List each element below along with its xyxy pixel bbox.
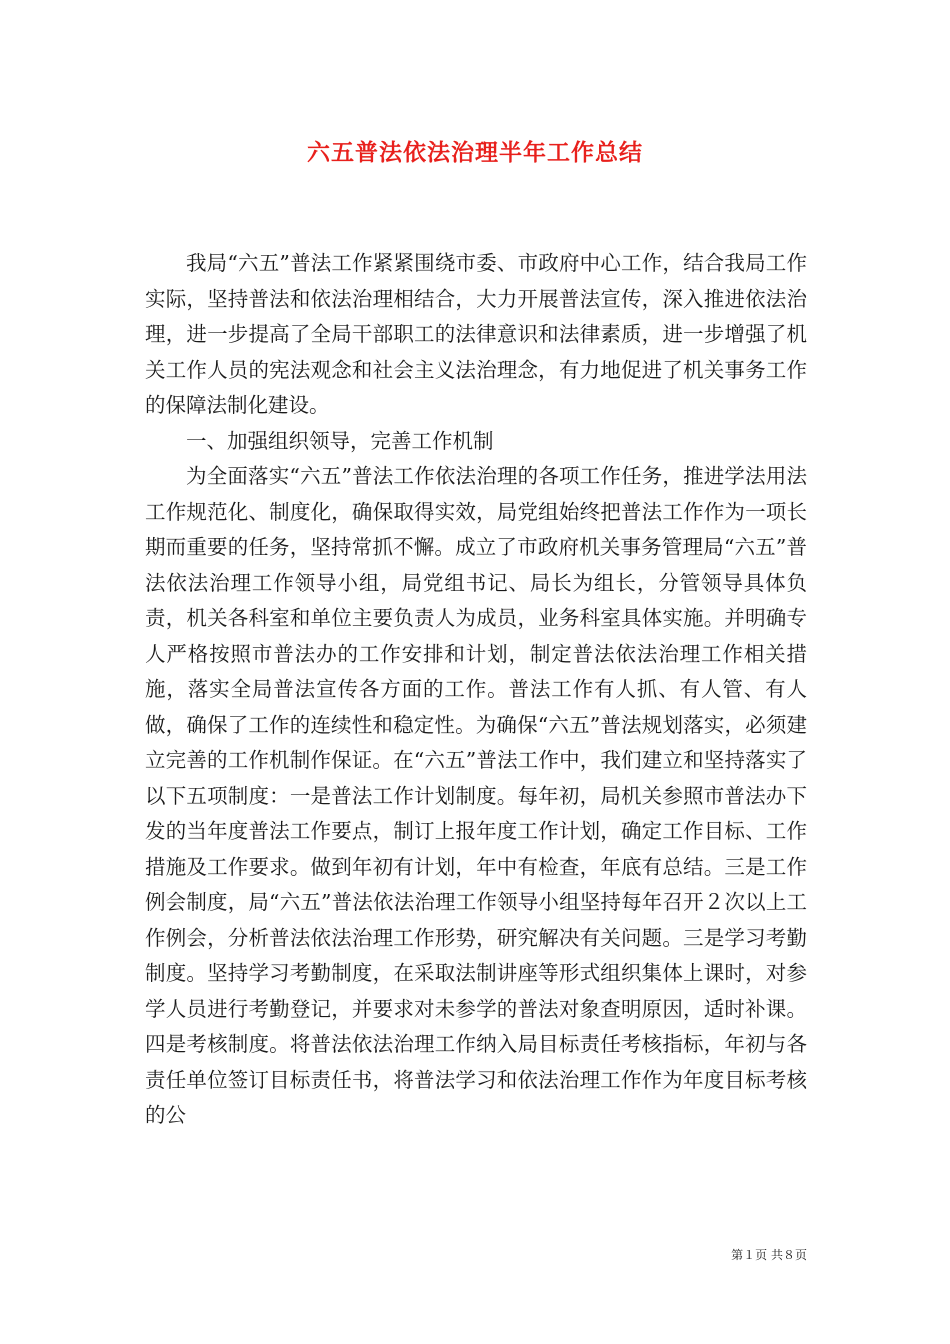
section-heading: 一、加强组织领导，完善工作机制 — [186, 428, 494, 453]
document-body — [145, 246, 807, 1134]
document-title: 六五普法依法治理半年工作总结 — [307, 139, 643, 166]
page-number: 第１页 共８页 — [731, 1248, 807, 1262]
paragraph-section-1: 为全面落实“六五”普法工作依法治理的各项工作任务，推进学法用法工作规范化、制度化，确保取得实效，局党组始终把普法工作作为一项长期而重要的任务，坚持常抓不懈。成立了市政府机关事务管理局“六五”普法依法治理工作领导小组，局党组书记、局长为组长，分管领导具体负责，机关各科室和单位主要负责人为成员，业务科室具体实施。并明确专人严格按照市普法办的工作安排和计划，制定普法依法治理工作相关措施，落实全局普法宣传各方面的工作。普法工作有人抓、有人管、有人做，确保了工作的连续性和稳定性。为确保“六五”普法规划落实，必须建立完善的工作机制作保证。在“六五”普法工作中，我们建立和坚持落实了以下五项制度：一是普法工作计划制度。每年初，局机关参照市普法办下发的当年度普法工作要点，制订上报年度工作计划，确定工作目标、工作措施及工作要求。做到年初有计划，年中有检查，年底有总结。三是工作例会制度，局“六五”普法依法治理工作领导小组坚持每年召开２次以上工作例会，分析普法依法治理工作形势，研究解决有关问题。三是学习考勤制度。坚持学习考勤制度，在采取法制讲座等形式组织集体上课时，对参学人员进行考勤登记，并要求对未参学的普法对象查明原因，适时补课。四是考核制度。将普法依法治理工作纳入局目标责任考核指标，年初与各责任单位签订目标责任书，将普法学习和依法治理工作作为年度目标考核的公 — [145, 464, 807, 1127]
paragraph-intro: 我局“六五”普法工作紧紧围绕市委、市政府中心工作，结合我局工作实际，坚持普法和依法治理相结合，大力开展普法宣传，深入推进依法治理，进一步提高了全局干部职工的法律意识和法律素质，进一步增强了机关工作人员的宪法观念和社会主义法治理念，有力地促进了机关事务工作的保障法制化建设。 — [145, 251, 807, 417]
